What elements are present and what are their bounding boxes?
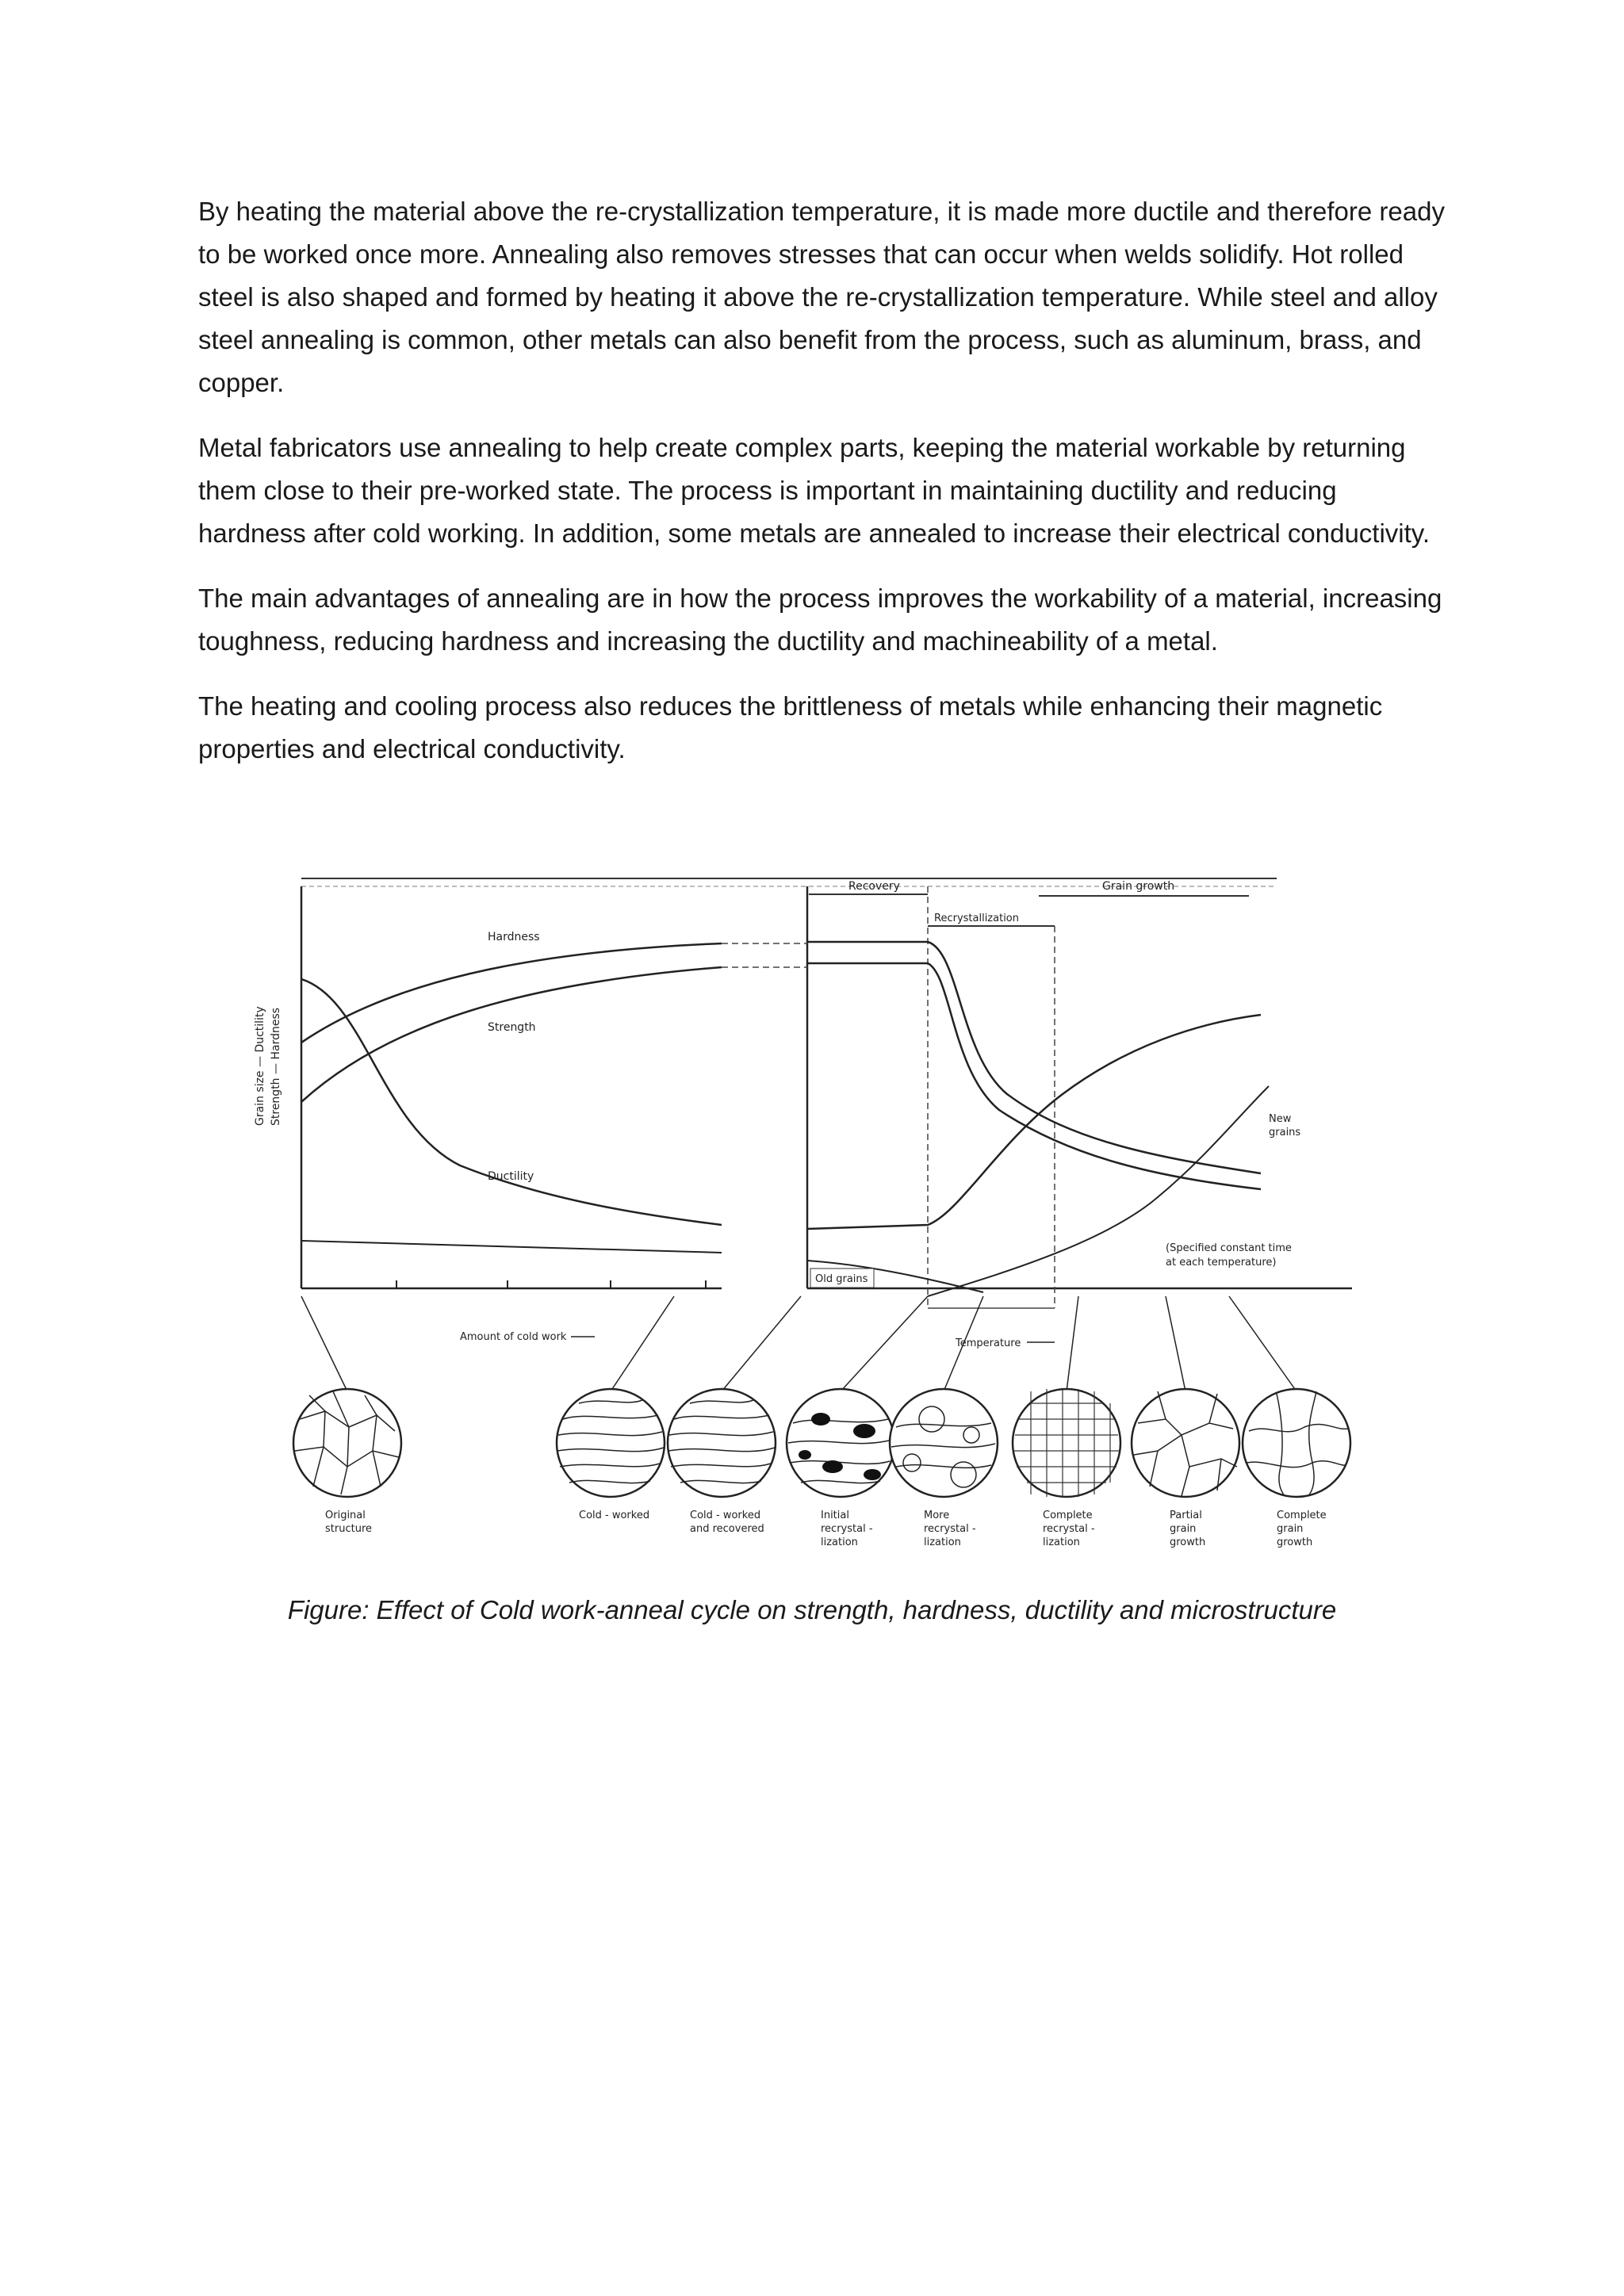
old-grains-label: Old grains [815,1273,868,1285]
micro-initial-recrystallization [787,1389,894,1497]
stage-label-line2: recrystal - [821,1523,873,1535]
recrystallization-label: Recrystallization [934,913,1019,924]
stage-label-line1: Partial [1170,1510,1202,1521]
strength-curve-left [301,967,722,1102]
micro-more-recrystallization [890,1389,998,1497]
new-grains-label-1: New [1269,1113,1292,1125]
micro-cold-worked-recovered [668,1389,776,1497]
recovery-label: Recovery [848,880,900,893]
strength-curve-right [807,963,1261,1189]
stage-label-line1: Cold - worked [690,1510,761,1521]
stage-label-line3: growth [1170,1536,1206,1548]
stage-label-line1: Complete [1277,1510,1327,1521]
stage-label-line2: structure [325,1523,372,1535]
paragraph-3: The main advantages of annealing are in how the process improves the workability of a material, increasing toughness, reducing hardness and increasing the ductility and machineability of a metal. [198,584,1442,656]
y-axis-label-strength: Strength — Hardness [270,1007,282,1126]
stage-captions [325,1510,1327,1548]
micro-complete-recrystallization [1013,1389,1120,1497]
paragraph-1: By heating the material above the re-crystallization temperature, it is made more ductile and therefore ready to be worked once more. Annealing also removes stresses that can occur when welds solidify. Hot rolled steel is also shaped and formed by heating it above the re-crystallization temperature. While steel and alloy steel annealing is common, other metals can also benefit from the process, such as aluminum, brass, and copper. [198,197,1445,397]
micro-original [293,1389,401,1497]
grain-growth-label: Grain growth [1102,880,1175,893]
micro-complete-grain-growth [1243,1389,1350,1497]
leader-lines [301,1296,1297,1391]
amount-cold-work-label: Amount of cold work [460,1331,567,1343]
new-grains-label-2: grains [1269,1127,1301,1138]
ductility-curve-right [807,1015,1261,1229]
annealing-diagram [246,864,1435,1578]
ductility-curve-left [301,979,722,1225]
stage-label-line1: More [924,1510,950,1521]
y-axis-label-grain-size: Grain size — Ductility [254,1006,266,1126]
stage-label-line1: Cold - worked [579,1510,650,1521]
figure-caption: Figure: Effect of Cold work-anneal cycle on strength, hardness, ductility and microstructure [287,1595,1337,1624]
stage-label-line1: Initial [821,1510,849,1521]
micro-cold-worked [557,1389,665,1497]
stage-label-line3: lization [1043,1536,1080,1548]
stage-label-line2: and recovered [690,1523,764,1535]
stage-label-line2: recrystal - [1043,1523,1095,1535]
microstructure-row [293,1389,1350,1497]
temperature-label: Temperature [956,1337,1021,1349]
hardness-curve-right [807,942,1261,1173]
stage-label-line1: Complete [1043,1510,1093,1521]
specified-note-2: at each temperature) [1166,1257,1277,1269]
stage-label-line2: grain [1170,1523,1197,1535]
stage-label-line3: growth [1277,1536,1313,1548]
paragraph-2: Metal fabricators use annealing to help create complex parts, keeping the material workable by returning them close to their pre-worked state. The process is important in maintaining ductility and reducing hardness after cold working. In addition, some metals are annealed to increase their electrical conductivity. [198,433,1431,548]
paragraph-4: The heating and cooling process also reduces the brittleness of metals while enhancing their magnetic properties and electrical conductivity. [198,691,1383,763]
stage-label-line2: grain [1277,1523,1304,1535]
stage-label-line1: Original [325,1510,366,1521]
ductility-label: Ductility [488,1170,534,1183]
x-axis-ticks [396,1280,706,1288]
hardness-label: Hardness [488,931,540,943]
micro-partial-grain-growth [1132,1389,1239,1497]
stage-label-line3: lization [924,1536,961,1548]
annealing-figure [246,864,1435,1578]
body-text [198,190,1451,793]
stage-label-line3: lization [821,1536,858,1548]
strength-label: Strength [488,1021,536,1034]
grain-size-curve-left [301,1241,722,1253]
specified-note-1: (Specified constant time [1166,1242,1292,1254]
stage-label-line2: recrystal - [924,1523,976,1535]
